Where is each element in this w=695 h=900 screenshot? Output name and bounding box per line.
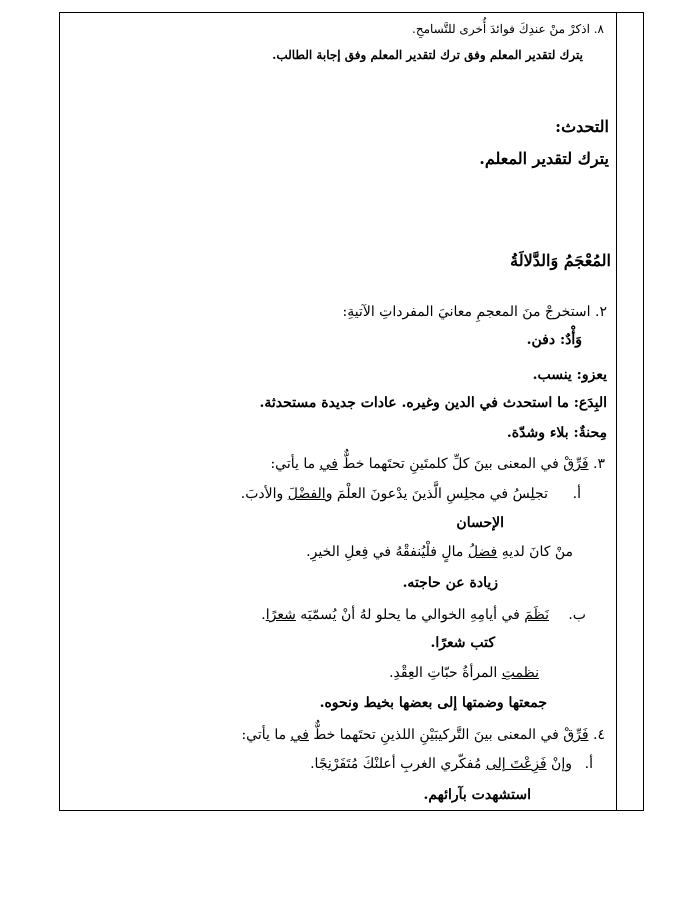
q4-a-sentence-1: وإنْ فَزِعْتَ إلى مُفكّري الغربِ أعلنْكَ مُتَفَرْنِجًا. <box>310 756 572 772</box>
speaking-heading: التحدث: <box>555 117 609 136</box>
q3-b-answer-2: جمعتها وضمتها إلى بعضها بخيط ونحوه. <box>319 695 547 711</box>
speaking-answer: يترك لتقدير المعلم. <box>479 149 609 168</box>
q2-item: يعزو: ينسب. <box>532 367 607 383</box>
q2-item: مِحنةٌ: بلاء وشدّة. <box>506 425 607 441</box>
q3-b-sentence-2: نظمتِ المرأةُ حبّاتِ العِقْدِ. <box>389 665 539 681</box>
q3-a-answer-1: الإحسان <box>456 515 504 531</box>
q4-a-marker: أ. <box>584 756 593 772</box>
q3-a-sentence-1: تجلِسُ في مجلِسِ الَّذينَ يدْعونَ العلْمَ والفضْلَ والأدبَ. <box>240 486 548 502</box>
q3-a-answer-2: زيادة عن حاجته. <box>402 575 498 591</box>
q2-prompt: ٢. استخرجْ منَ المعجمِ معانيَ المفرداتِ الآتيةِ: <box>342 304 607 320</box>
lexicon-heading: المُعْجَمُ وَالدَّلالَةُ <box>510 251 611 270</box>
q2-item: البِدَع: ما استحدث في الدين وغيره. عادات جديدة مستحدثة. <box>259 395 607 411</box>
q3-b-sentence-1: نَظَمَ في أيامِهِ الخوالي ما يحلو لهُ أنْ يُسمّيَه شعرًا. <box>261 607 549 623</box>
q4-a-answer-1: استشهدت بآرائهم. <box>423 787 531 803</box>
q3-a-marker: أ. <box>572 486 581 502</box>
q3-prompt: ٣. فَرِّقْ في المعنى بينَ كلِّ كلمتَينِ تحتَهما خطٌّ في ما يأتي: <box>270 456 605 472</box>
q3-b-answer-1: كتب شعرًا. <box>430 635 495 651</box>
q2-item: وَأْدٌ: دفن. <box>526 332 582 348</box>
q3-b-marker: ب. <box>568 607 586 623</box>
column-divider <box>616 12 617 811</box>
q4-prompt: ٤. فَرِّقْ في المعنى بينَ التَّركيبَيْنِ اللذينِ تحتَهما خطٌّ في ما يأتي: <box>241 727 605 743</box>
q8-answer: يترك لتقدير المعلم وفق ترك لتقدير المعلم وفق إجابة الطالب. <box>272 48 583 62</box>
q8-question: ٨. اذكرْ منْ عندِكَ فوائدَ أُخرى للتَّسامحِ. <box>412 22 604 36</box>
q3-a-sentence-2: منْ كانَ لديهِ فضلُ مالٍ فلْيُنفقْهُ في فِعلِ الخيرِ. <box>306 544 573 560</box>
